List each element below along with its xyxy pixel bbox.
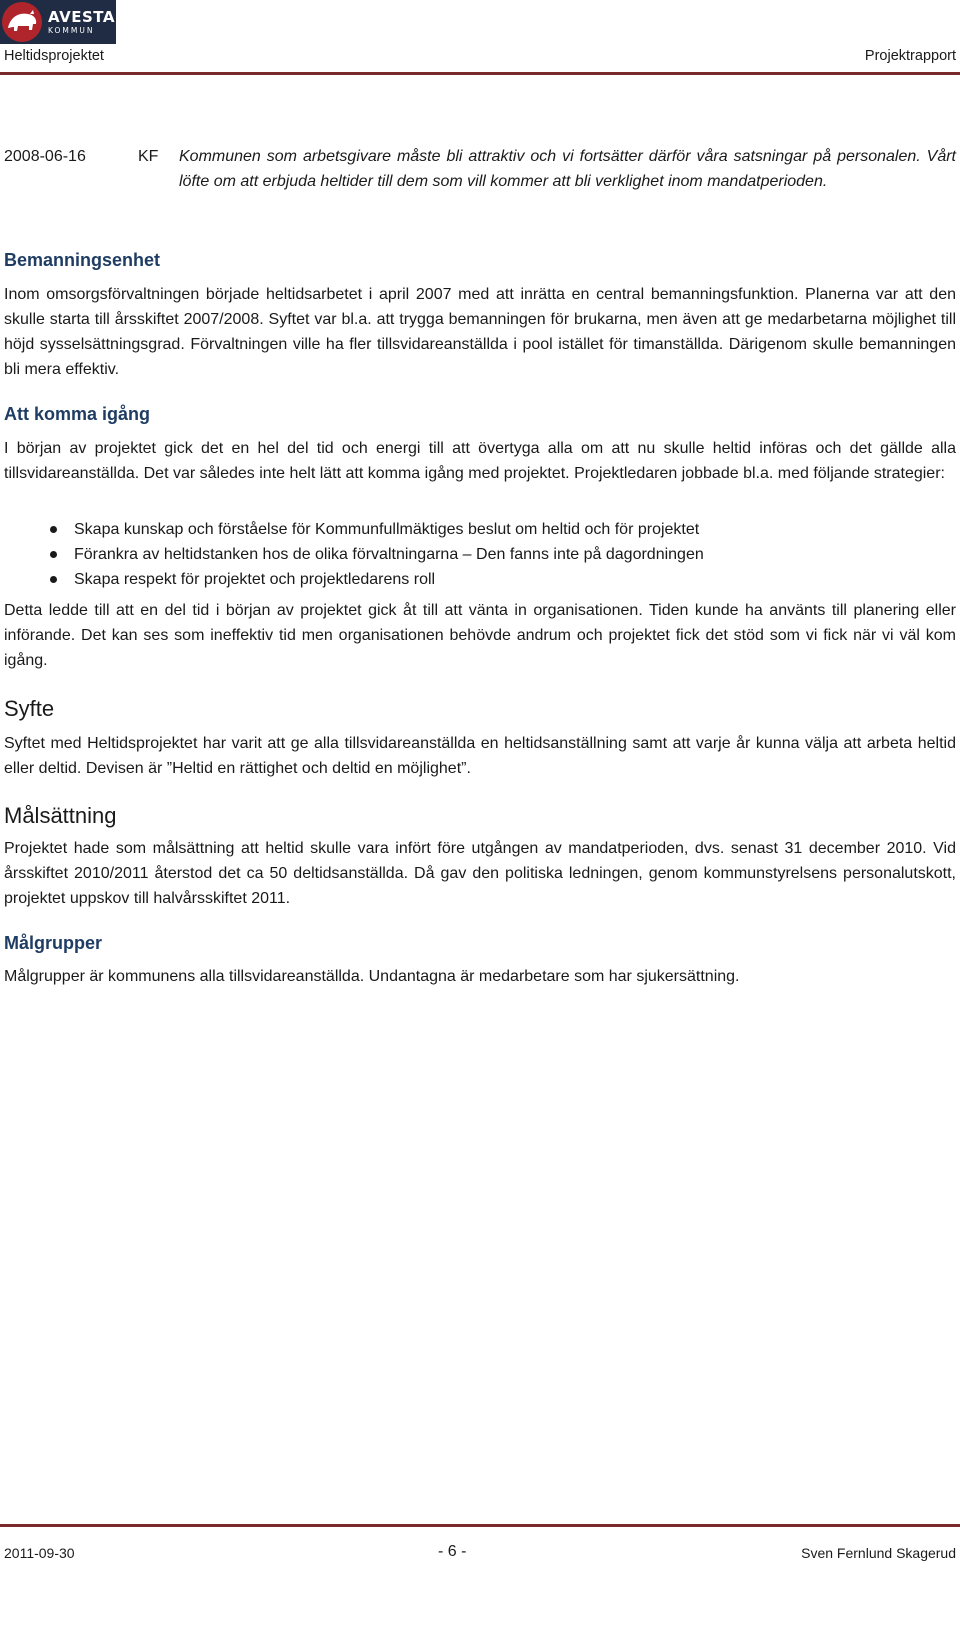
list-item <box>4 567 956 592</box>
paragraph-after-list: Detta ledde till att en del tid i början av projektet gick åt till att vänta in organisationen. Tiden kunde ha använts till planering eller införande. Det kan ses som ineffektiv tid men organisationen behövde andrum och projektet fick det stöd som vi fick när vi väl kom igång. <box>4 602 956 669</box>
heading-bemanningsenhet: Bemanningsenhet <box>4 250 161 270</box>
header-rule <box>0 72 960 75</box>
footer-author: Sven Fernlund Skagerud <box>801 1545 956 1561</box>
entry-text: Kommunen som arbetsgivare måste bli attraktiv och vi fortsätter därför våra satsningar på personalen. Vårt löfte om att erbjuda heltider till dem som vill kommer att bli verklighet inom mandatperioden. <box>179 148 956 190</box>
header-document-type: Projektrapport <box>864 48 956 64</box>
heading-att-komma-igang: Att komma igång <box>4 404 151 424</box>
bison-icon <box>0 0 44 44</box>
paragraph-malgrupper: Målgrupper är kommunens alla tillsvidareanställda. Undantagna är medarbetare som har sjukersättning. <box>4 968 740 985</box>
heading-syfte: Syfte <box>4 696 55 721</box>
page-number: - 6 - <box>438 1543 467 1560</box>
list-item-text: Skapa respekt för projektet och projektledarens roll <box>74 571 436 588</box>
list-item-text: Förankra av heltidstanken hos de olika förvaltningarna – Den fanns inte på dagordningen <box>74 546 704 563</box>
logo-name: AVESTA <box>48 7 115 26</box>
entry-code: KF <box>138 148 159 165</box>
paragraph-bemanningsenhet: Inom omsorgsförvaltningen började heltidsarbetet i april 2007 med att inrätta en central bemanningsfunktion. Planerna var att den skulle starta till årsskiftet 2007/2008. Syftet var bl.a. att trygga bemanningen för brukarna, men även att ge medarbetarna möjlighet till höjd sysselsättningsgrad. Förvaltningen ville ha fler tillsvidareanställda i pool istället för timanställda. Därigenom skulle bemanningen bli mera effektiv. <box>4 286 956 378</box>
bullet-icon <box>50 576 57 583</box>
bullet-icon <box>50 551 57 558</box>
paragraph-syfte: Syftet med Heltidsprojektet har varit att ge alla tillsvidareanställda en heltidsanställning samt att varje år kunna välja att arbeta heltid eller deltid. Devisen är ”Heltid en rättighet och deltid en möjlighet”. <box>4 735 956 777</box>
footer-date: 2011-09-30 <box>4 1545 75 1561</box>
list-item <box>4 542 956 567</box>
footer-rule <box>0 1524 960 1527</box>
list-item-text: Skapa kunskap och förståelse för Kommunfullmäktiges beslut om heltid och för projektet <box>74 521 700 538</box>
header-project-name: Heltidsprojektet <box>4 48 104 64</box>
entry-date: 2008-06-16 <box>4 148 86 165</box>
strategy-list <box>4 517 956 592</box>
avesta-logo <box>0 0 116 44</box>
heading-malsattning: Målsättning <box>4 803 117 828</box>
logo-sub: KOMMUN <box>48 25 95 35</box>
heading-malgrupper: Målgrupper <box>4 933 103 953</box>
list-item <box>4 517 956 542</box>
paragraph-malsattning: Projektet hade som målsättning att heltid skulle vara infört före utgången av mandatperioden, dvs. senast 31 december 2010. Vid årsskiftet 2010/2011 återstod det ca 50 deltidsanställda. Då gav den politiska ledningen, genom kommunstyrelsens personalutskott, projektet uppskov till halvårsskiftet 2011. <box>4 840 956 907</box>
bullet-icon <box>50 526 57 533</box>
paragraph-att-komma-igang: I början av projektet gick det en hel del tid och energi till att övertyga alla om att nu skulle heltid införas och det gällde alla tillsvidareanställda. Det var således inte helt lätt att komma igång med projektet. Projektledaren jobbade bl.a. med följande strategier: <box>4 440 956 482</box>
